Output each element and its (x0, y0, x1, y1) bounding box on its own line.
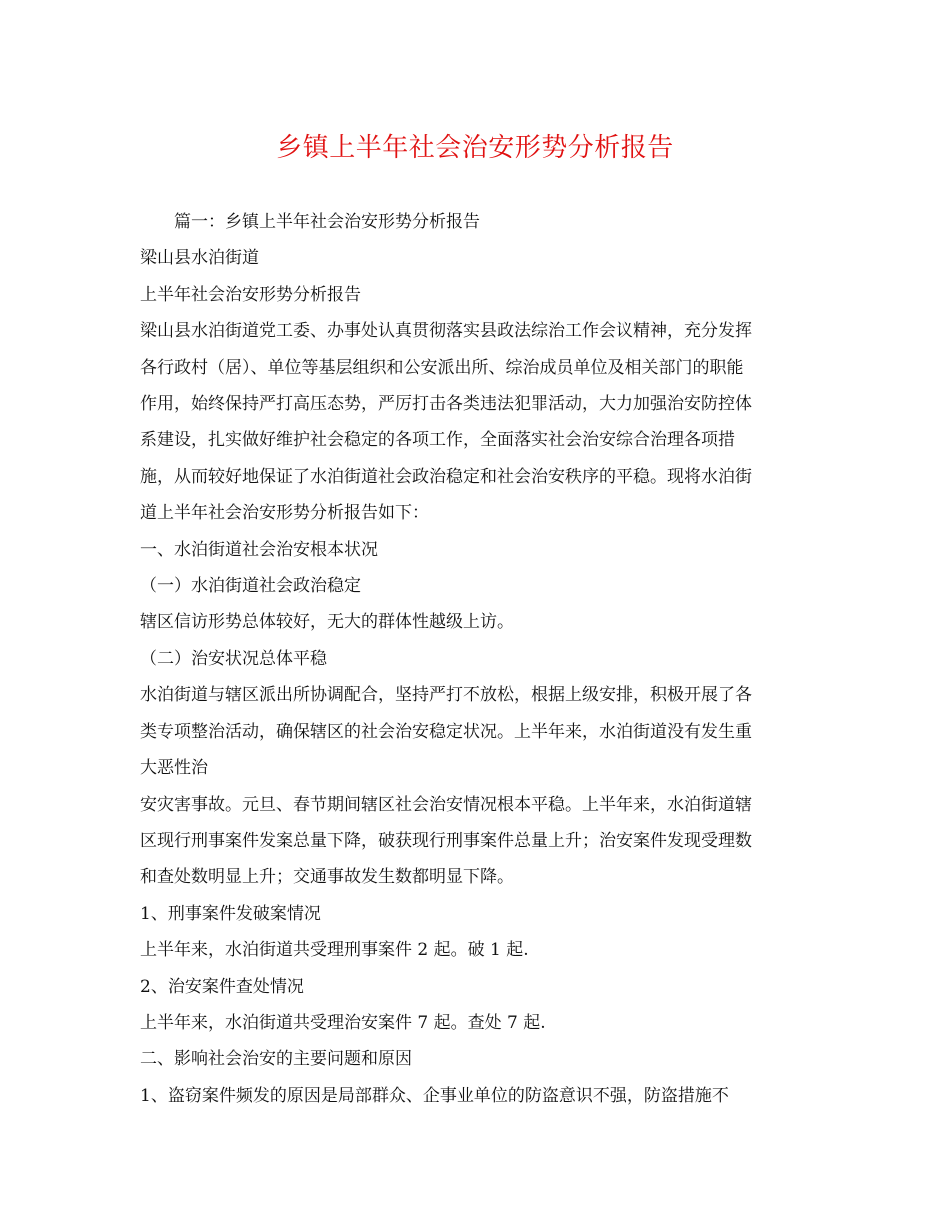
paragraph-line: 和查处数明显上升；交通事故发生数都明显下降。 (140, 867, 514, 888)
section-heading: 二、影响社会治安的主要问题和原因 (140, 1049, 412, 1070)
paragraph-line: 1、盗窃案件频发的原因是局部群众、企事业单位的防盗意识不强，防盗措施不 (140, 1085, 729, 1106)
paragraph-line: 道上半年社会治安形势分析报告如下： (140, 503, 429, 524)
section-heading: 一、水泊街道社会治安根本状况 (140, 539, 378, 560)
paragraph-line: 梁山县水泊街道党工委、办事处认真贯彻落实县政法综治工作会议精神，充分发挥 (140, 321, 752, 342)
subsection-heading: （二）治安状况总体平稳 (140, 648, 327, 669)
paragraph-line: 区现行刑事案件发案总量下降，破获现行刑事案件总量上升；治安案件发现受理数 (140, 830, 752, 851)
paragraph-line: 安灾害事故。元旦、春节期间辖区社会治安情况根本平稳。上半年来，水泊街道辖 (140, 794, 752, 815)
document-title: 乡镇上半年社会治安形势分析报告 (276, 133, 674, 163)
item-heading: 2、治安案件查处情况 (140, 976, 304, 997)
paragraph-line: 施，从而较好地保证了水泊街道社会政治稳定和社会治安秩序的平稳。现将水泊街 (140, 466, 752, 487)
paragraph-line: 水泊街道与辖区派出所协调配合，坚持严打不放松，根据上级安排，积极开展了各 (140, 685, 752, 706)
subsection-heading: （一）水泊街道社会政治稳定 (140, 576, 361, 597)
paragraph-line: 辖区信访形势总体较好，无大的群体性越级上访。 (140, 612, 514, 633)
paragraph-line: 上半年来，水泊街道共受理治安案件 7 起。查处 7 起. (140, 1012, 546, 1033)
paragraph-line: 各行政村（居）、单位等基层组织和公安派出所、综治成员单位及相关部门的职能 (140, 357, 744, 378)
text-line: 梁山县水泊街道 (140, 248, 259, 269)
section-heading: 篇一：乡镇上半年社会治安形势分析报告 (174, 212, 480, 232)
document-body (140, 204, 816, 1114)
paragraph-line: 类专项整治活动，确保辖区的社会治安稳定状况。上半年来，水泊街道没有发生重 (140, 721, 752, 742)
paragraph-line: 上半年来，水泊街道共受理刑事案件 2 起。破 1 起. (140, 940, 529, 961)
paragraph-line: 大恶性治 (140, 758, 208, 779)
paragraph-line: 系建设，扎实做好维护社会稳定的各项工作，全面落实社会治安综合治理各项措 (140, 430, 735, 451)
paragraph-line: 作用，始终保持严打高压态势，严厉打击各类违法犯罪活动，大力加强治安防控体 (140, 394, 752, 415)
text-line: 上半年社会治安形势分析报告 (140, 284, 361, 305)
item-heading: 1、刑事案件发破案情况 (140, 903, 321, 924)
